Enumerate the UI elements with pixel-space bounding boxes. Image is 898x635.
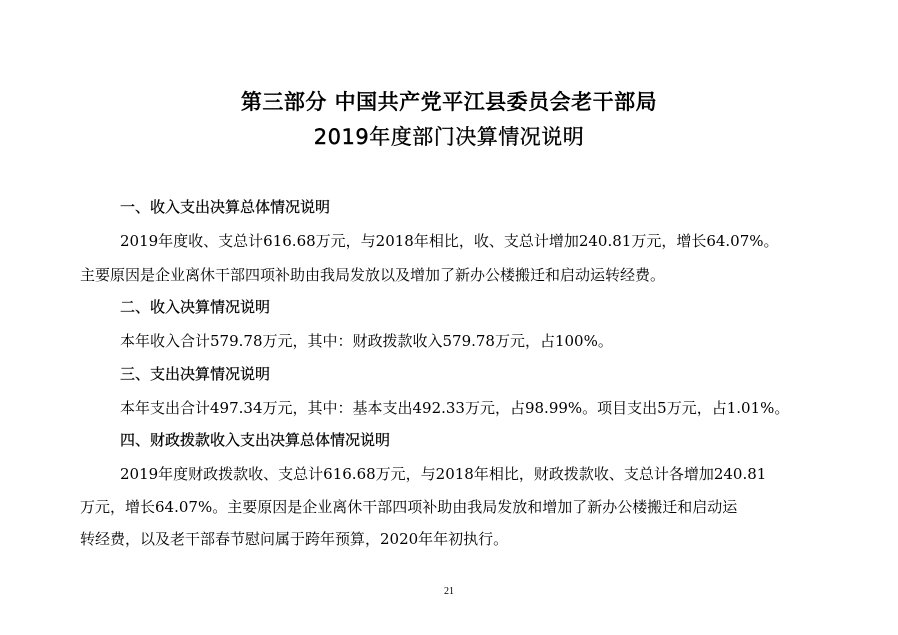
page-title-line-2: 2019年度部门决算情况说明 — [313, 125, 585, 149]
page-number: 21 — [444, 586, 454, 597]
section-1-paragraph-line-2: 主要原因是企业离休干部四项补助由我局发放以及增加了新办公楼搬迁和启动运转经费。 — [80, 266, 666, 284]
page-title-line-1: 第三部分 中国共产党平江县委员会老干部局 — [240, 90, 658, 114]
section-heading-expense: 三、支出决算情况说明 — [120, 365, 271, 383]
section-heading-income-expense-overview: 一、收入支出决算总体情况说明 — [120, 198, 331, 216]
section-4-paragraph-line-1: 2019年度财政拨款收、支总计616.68万元，与2018年相比，财政拨款收、支总计各增加240.81 — [120, 465, 767, 483]
section-4-paragraph-line-2: 万元，增长64.07%。主要原因是企业离休干部四项补助由我局发放和增加了新办公楼搬迁和启动运 — [80, 498, 738, 516]
section-4-paragraph-line-3: 转经费，以及老干部春节慰问属于跨年预算，2020年年初执行。 — [80, 530, 509, 548]
section-heading-fiscal-appropriation: 四、财政拨款收入支出决算总体情况说明 — [120, 431, 391, 449]
section-1-paragraph-line-1: 2019年度收、支总计616.68万元，与2018年相比，收、支总计增加240.81万元，增长64.07%。 — [120, 232, 779, 250]
section-heading-income: 二、收入决算情况说明 — [120, 298, 271, 316]
section-2-paragraph-line-1: 本年收入合计579.78万元，其中：财政拨款收入579.78万元，占100%。 — [120, 332, 613, 350]
section-3-paragraph-line-1: 本年支出合计497.34万元，其中：基本支出492.33万元，占98.99%。项目支出5万元，占1.01%。 — [120, 399, 790, 417]
